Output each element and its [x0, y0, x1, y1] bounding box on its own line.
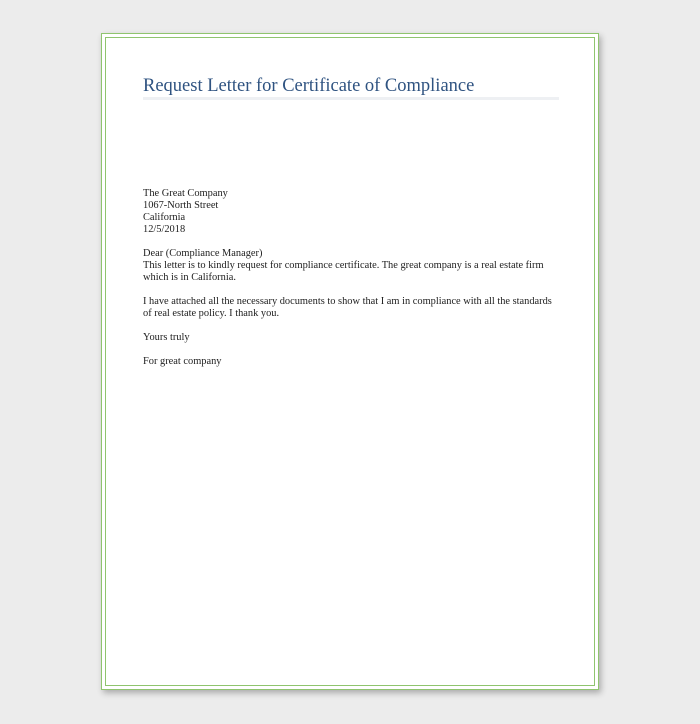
closing: Yours truly [143, 332, 190, 343]
sender-address [143, 188, 563, 236]
document-title: Request Letter for Certificate of Compliance [143, 76, 475, 96]
signature: For great company [143, 356, 222, 367]
paragraph-2: I have attached all the necessary documents to show that I am in compliance with all the standards of real estate policy. I thank you. [143, 296, 552, 319]
paragraph-1: This letter is to kindly request for compliance certificate. The great company is a real estate firm which is in California. [143, 260, 544, 283]
title-underline [143, 97, 559, 100]
salutation: Dear (Compliance Manager) [143, 248, 263, 259]
sender-company: The Great Company [143, 188, 228, 199]
letter-body [143, 188, 563, 368]
document-page [101, 33, 599, 690]
sender-state: California [143, 212, 186, 223]
sender-street: 1067-North Street [143, 200, 219, 211]
letter-date: 12/5/2018 [143, 224, 186, 235]
